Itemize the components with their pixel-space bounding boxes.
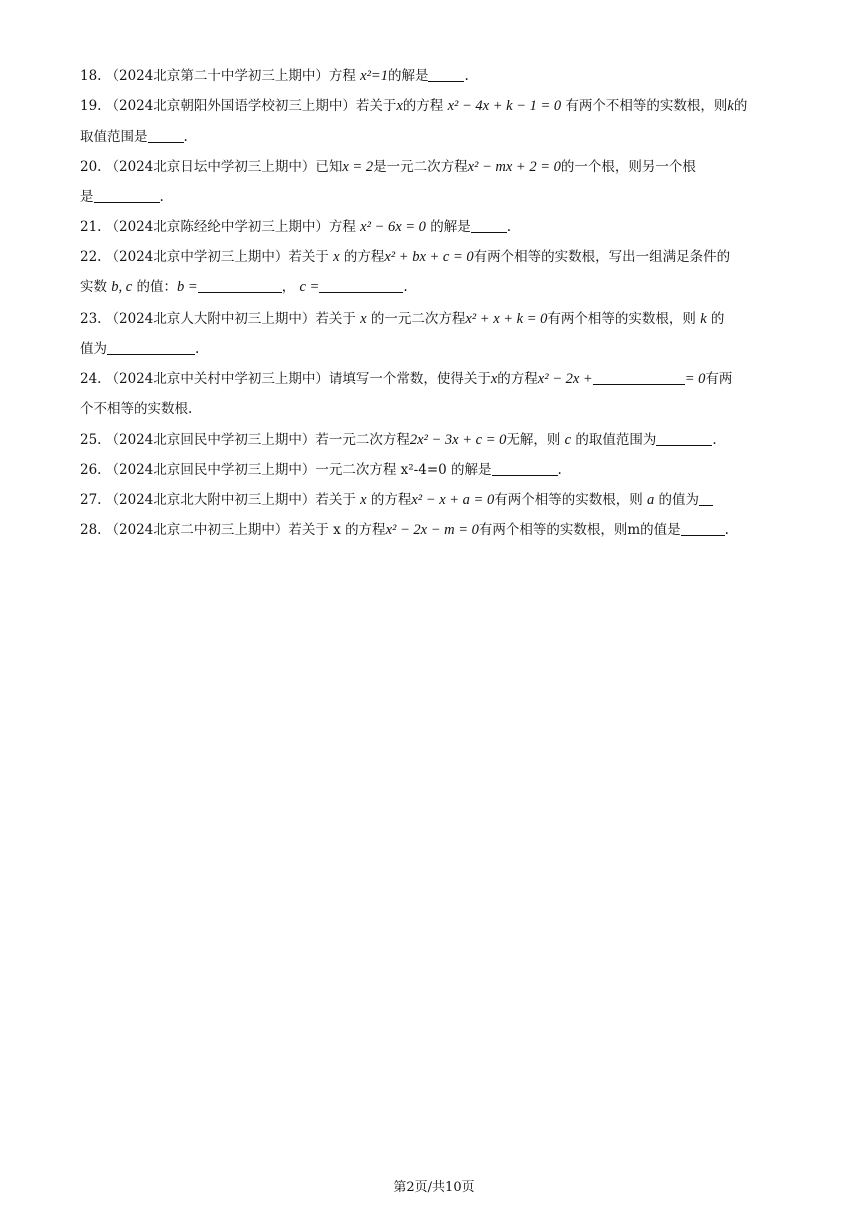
answer-blank[interactable] <box>593 370 685 385</box>
question-20: 20. （2024北京日坛中学初三上期中）已知x = 2是一元二次方程x² − mx + 2 = 0的一个根，则另一个根 <box>80 159 696 175</box>
question-26: 26. （2024北京回民中学初三上期中）一元二次方程 x²-4=0 的解是 . <box>80 462 562 478</box>
question-22: 22. （2024北京中学初三上期中）若关于 x 的方程x² + bx + c = 0有两个相等的实数根，写出一组满足条件的 <box>80 249 731 265</box>
answer-blank-c[interactable] <box>319 278 403 293</box>
question-28: 28. （2024北京二中初三上期中）若关于 x 的方程x² − 2x − m = 0有两个相等的实数根，则m的值是 . <box>80 522 729 538</box>
question-23-line-2: 值为 . <box>80 341 200 357</box>
answer-blank[interactable] <box>656 431 712 446</box>
question-23: 23. （2024北京人大附中初三上期中）若关于 x 的一元二次方程x² + x + k = 0有两个相等的实数根，则 k 的 <box>80 311 725 327</box>
question-19: 19. （2024北京朝阳外国语学校初三上期中）若关于x的方程 x² − 4x + k − 1 = 0 有两个不相等的实数根，则k的 <box>80 98 748 114</box>
answer-blank[interactable] <box>148 128 184 143</box>
answer-blank[interactable] <box>492 461 558 476</box>
answer-blank-b[interactable] <box>198 278 282 293</box>
answer-blank[interactable] <box>699 491 713 506</box>
question-19-line-2: 取值范围是 . <box>80 129 188 145</box>
answer-blank[interactable] <box>471 218 507 233</box>
question-20-line-2: 是 . <box>80 189 164 205</box>
page-number-footer: 第2页/共10页 <box>393 1180 475 1195</box>
question-25: 25. （2024北京回民中学初三上期中）若一元二次方程2x² − 3x + c = 0无解，则 c 的取值范围为 . <box>80 432 717 448</box>
question-22-line-2: 实数 b, c 的值：b = ， c = . <box>80 279 408 295</box>
question-24-line-2: 个不相等的实数根. <box>80 401 193 417</box>
answer-blank[interactable] <box>107 340 195 355</box>
question-27: 27. （2024北京北大附中初三上期中）若关于 x 的方程x² − x + a = 0有两个相等的实数根，则 a 的值为 <box>80 490 792 510</box>
question-24: 24. （2024北京中关村中学初三上期中）请填写一个常数，使得关于x的方程x² − 2x + = 0有两 <box>80 371 733 387</box>
answer-blank[interactable] <box>428 67 464 82</box>
question-18: 18. （2024北京第二十中学初三上期中）方程 x²=1的解是 . <box>80 68 469 84</box>
question-21: 21. （2024北京陈经纶中学初三上期中）方程 x² − 6x = 0 的解是 . <box>80 219 512 235</box>
answer-blank[interactable] <box>94 188 160 203</box>
answer-blank[interactable] <box>681 521 725 536</box>
